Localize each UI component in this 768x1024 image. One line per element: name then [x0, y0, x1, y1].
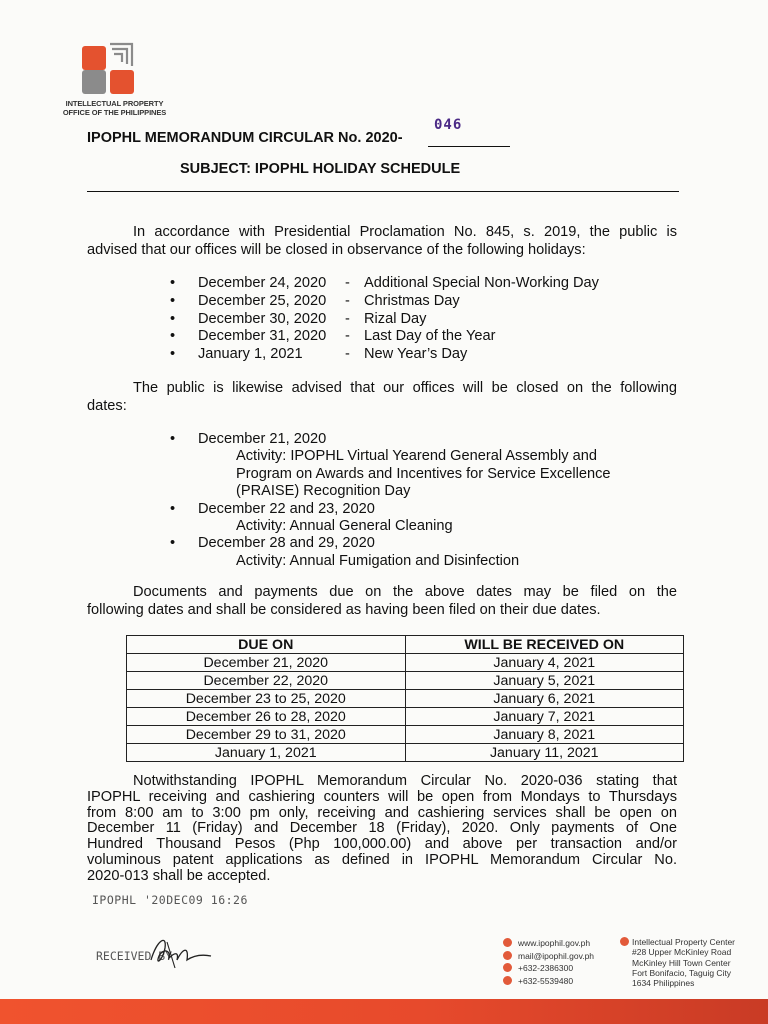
contact-info [503, 937, 594, 987]
closure-intro-paragraph: The public is likewise advised that our offices will be closed on the following dates: [87, 380, 677, 414]
received-by-stamp: RECEIVED BY [96, 949, 173, 963]
holiday-date: December 31, 2020 [198, 328, 327, 345]
closure-date: December 21, 2020 [198, 431, 327, 447]
table-row [127, 654, 684, 672]
contact-fax: +632-5539480 [503, 975, 594, 988]
closure-date: December 28 and 29, 2020 [198, 535, 375, 552]
holiday-name: Rizal Day [364, 310, 427, 327]
documents-paragraph: Documents and payments due on the above dates may be filed on the following dates and shall be considered as having been filed on their due dates. [87, 584, 677, 618]
closure-activity: Activity: Annual General Cleaning [236, 517, 453, 534]
contact-phone: +632-2386300 [503, 962, 594, 975]
due-on-cell: December 22, 2020 [127, 672, 406, 690]
closure-date: December 22 and 23, 2020 [198, 500, 375, 517]
holiday-name: Additional Special Non-Working Day [364, 275, 599, 291]
due-on-cell: December 26 to 28, 2020 [127, 708, 406, 726]
received-on-cell: January 4, 2021 [405, 654, 684, 672]
holiday-date: December 25, 2020 [198, 292, 327, 309]
contact-email[interactable]: mail@ipophil.gov.ph [503, 950, 594, 963]
table-header-row [127, 636, 684, 654]
holiday-name: Last Day of the Year [364, 328, 496, 345]
received-on-cell: January 7, 2021 [405, 708, 684, 726]
closure-activity: Activity: IPOPHL Virtual Yearend General Assembly and Program on Awards and Incentives for Service Excellence (PRAISE) Recognition Day [236, 448, 611, 500]
holiday-name: Christmas Day [364, 292, 460, 309]
fax-icon [503, 976, 512, 985]
notwithstanding-paragraph: Notwithstanding IPOPHL Memorandum Circular No. 2020-036 stating that IPOPHL receiving and cashiering counters will be open from Mondays to Thursdays from 8:00 am to 3:00 pm only, receiving and cashiering services shall be open on December 11 (Friday) and December 18 (Friday), 2020. Only payments of One Hundred Thousand Pesos (Php 100,000.00) and above per transaction and/or voluminous patent applications as defined in IPOPHL Memorandum Circular No. 2020-013 shall be accepted. [87, 773, 677, 884]
closure-activity: Activity: Annual Fumigation and Disinfection [236, 552, 520, 569]
divider [87, 191, 679, 192]
received-timestamp-stamp: IPOPHL '20DEC09 16:26 [92, 893, 248, 907]
circular-number-line [428, 146, 510, 147]
received-on-cell: January 8, 2021 [405, 726, 684, 744]
table-row [127, 744, 684, 762]
holiday-date: December 24, 2020 [198, 275, 327, 291]
holiday-date: December 30, 2020 [198, 310, 327, 327]
table-row [127, 708, 684, 726]
column-header-received-on: WILL BE RECEIVED ON [405, 636, 684, 654]
circular-title: IPOPHL MEMORANDUM CIRCULAR No. 2020- [87, 130, 403, 146]
table-row [127, 726, 684, 744]
holiday-name: New Year’s Day [364, 346, 468, 363]
column-header-due-on: DUE ON [127, 636, 406, 654]
due-on-cell: December 21, 2020 [127, 654, 406, 672]
subject-heading: SUBJECT: IPOPHL HOLIDAY SCHEDULE [180, 161, 461, 177]
table-row [127, 672, 684, 690]
circular-number: 046 [434, 117, 463, 133]
handwritten-signature [145, 930, 215, 972]
holiday-date: January 1, 2021 [198, 346, 303, 363]
due-dates-table [126, 635, 684, 762]
table-row [127, 690, 684, 708]
received-on-cell: January 6, 2021 [405, 690, 684, 708]
due-on-cell: December 29 to 31, 2020 [127, 726, 406, 744]
phone-icon [503, 963, 512, 972]
received-on-cell: January 5, 2021 [405, 672, 684, 690]
mail-icon [503, 951, 512, 960]
globe-icon [503, 938, 512, 947]
due-on-cell: January 1, 2021 [127, 744, 406, 762]
intro-paragraph: In accordance with Presidential Proclamation No. 845, s. 2019, the public is advised that our offices will be closed in observance of the following holidays: [87, 224, 677, 258]
received-on-cell: January 11, 2021 [405, 744, 684, 762]
contact-website[interactable]: www.ipophil.gov.ph [503, 937, 594, 950]
due-on-cell: December 23 to 25, 2020 [127, 690, 406, 708]
footer-brand-bar [0, 999, 768, 1024]
logo-org-name: INTELLECTUAL PROPERTY OFFICE OF THE PHILIPPINES [62, 99, 167, 117]
location-pin-icon [620, 937, 629, 946]
